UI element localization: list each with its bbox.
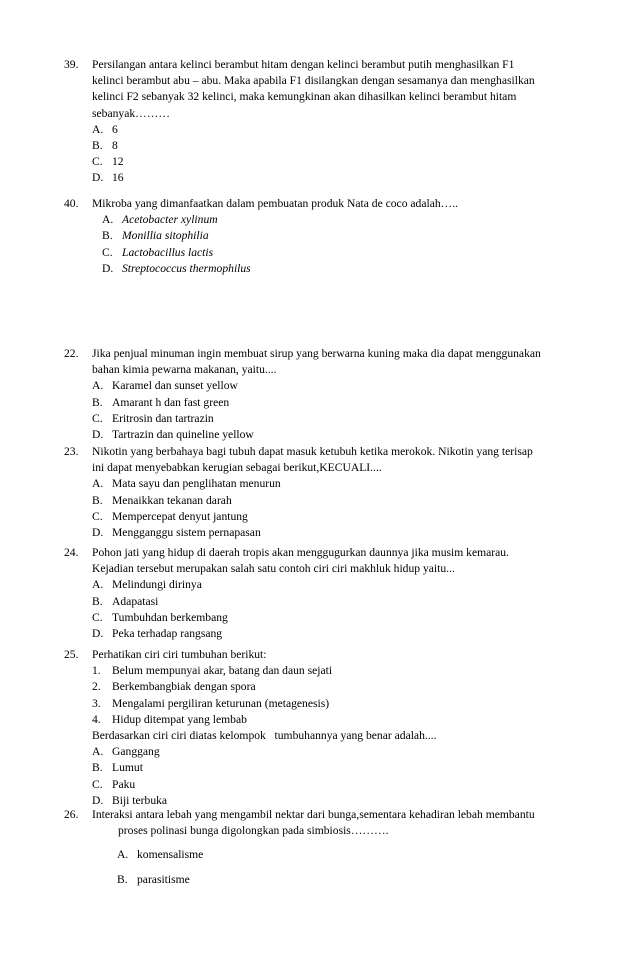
question-text-line: Pohon jati yang hidup di daerah tropis akan menggugurkan daunnya jika musim kemarau. (92, 546, 509, 559)
answer-option-b: B. Menaikkan tekanan darah (92, 493, 232, 507)
question-text-line: Kejadian tersebut merupakan salah satu contoh ciri ciri makhluk hidup yaitu... (92, 562, 455, 576)
question-number: 40. (64, 197, 79, 210)
question-number: 26. (64, 808, 79, 821)
question-text-line: bahan kimia pewarna makanan, yaitu.... (92, 363, 277, 377)
answer-option-a: A. Mata sayu dan penglihatan menurun (92, 477, 281, 491)
question-text-line: sebanyak……… (92, 106, 170, 120)
answer-option-b: B. Adapatasi (92, 594, 159, 608)
answer-option-d: D. Tartrazin dan quineline yellow (92, 428, 254, 442)
answer-option-b: B. Lumut (92, 761, 143, 775)
answer-option-c: C. Tumbuhdan berkembang (92, 610, 228, 624)
answer-option-d: D. Peka terhadap rangsang (92, 627, 223, 641)
answer-option-d: D. 16 (92, 171, 124, 185)
question-number: 22. (64, 347, 79, 360)
list-item: 2. Berkembangbiak dengan spora (92, 680, 256, 694)
question-body (92, 346, 592, 443)
question-number: 39. (64, 58, 79, 71)
answer-option-c: C. 12 (92, 155, 124, 169)
question-text-line: Nikotin yang berbahaya bagi tubuh dapat masuk ketubuh ketika merokok. Nikotin yang terisap (92, 445, 533, 458)
answer-option-b: B. Amarant h dan fast green (92, 395, 230, 409)
question-body (92, 545, 592, 642)
answer-option-a: A. Acetobacter xylinum (102, 213, 218, 227)
answer-option-a: A. 6 (92, 122, 118, 136)
question-text-line: Perhatikan ciri ciri tumbuhan berikut: (92, 648, 267, 661)
answer-option-c: C. Eritrosin dan tartrazin (92, 411, 214, 425)
answer-option-c: C. Mempercepat denyut jantung (92, 509, 248, 523)
question-text-line: Interaksi antara lebah yang mengambil nektar dari bunga,sementara kehadiran lebah membantu (92, 808, 535, 821)
answer-option-a: A. Karamel dan sunset yellow (92, 379, 238, 393)
question-body (92, 444, 592, 541)
answer-option-d: D. Biji terbuka (92, 793, 168, 807)
answer-option-a: A. Ganggang (92, 745, 160, 759)
question-text-line: kelinci berambut abu – abu. Maka apabila F1 disilangkan dengan sesamanya dan menghasilkan (92, 74, 535, 88)
list-item: 1. Belum mempunyai akar, batang dan daun sejati (92, 664, 333, 678)
question-number: 24. (64, 546, 79, 559)
answer-option-b: B. Monillia sitophilia (102, 229, 209, 243)
answer-option-c: C. Lactobacillus lactis (102, 245, 214, 259)
question-number: 25. (64, 648, 79, 661)
answer-option-d: D. Streptococcus thermophilus (102, 261, 251, 275)
question-body (92, 57, 592, 187)
question-body (92, 807, 592, 888)
question-body (92, 196, 592, 277)
list-item: 3. Mengalami pergiliran keturunan (metagenesis) (92, 696, 330, 710)
answer-option-b: B. 8 (92, 139, 118, 153)
question-body (92, 647, 592, 809)
question-number: 23. (64, 445, 79, 458)
answer-option-c: C. Paku (92, 777, 136, 791)
answer-option-a: A. komensalisme (117, 848, 204, 862)
question-text-line: ini dapat menyebabkan kerugian sebagai berikut,KECUALI.... (92, 461, 382, 475)
answer-option-a: A. Melindungi dirinya (92, 578, 202, 592)
list-item: 4. Hidup ditempat yang lembab (92, 712, 247, 726)
answer-option-d: D. Mengganggu sistem pernapasan (92, 526, 261, 540)
question-text-line: Jika penjual minuman ingin membuat sirup yang berwarna kuning maka dia dapat menggunakan (92, 347, 541, 360)
question-text-line: proses polinasi bunga digolongkan pada simbiosis………. (118, 824, 389, 838)
question-text-line: Mikroba yang dimanfaatkan dalam pembuatan produk Nata de coco adalah….. (92, 197, 459, 210)
question-text-line: kelinci F2 sebanyak 32 kelinci, maka kemungkinan akan dihasilkan kelinci berambut hitam (92, 90, 517, 104)
question-text-line: Persilangan antara kelinci berambut hitam dengan kelinci berambut putih menghasilkan F1 (92, 58, 515, 71)
answer-option-b: B. parasitisme (117, 872, 190, 886)
question-text-line: Berdasarkan ciri ciri diatas kelompok tumbuhannya yang benar adalah.... (92, 729, 437, 743)
